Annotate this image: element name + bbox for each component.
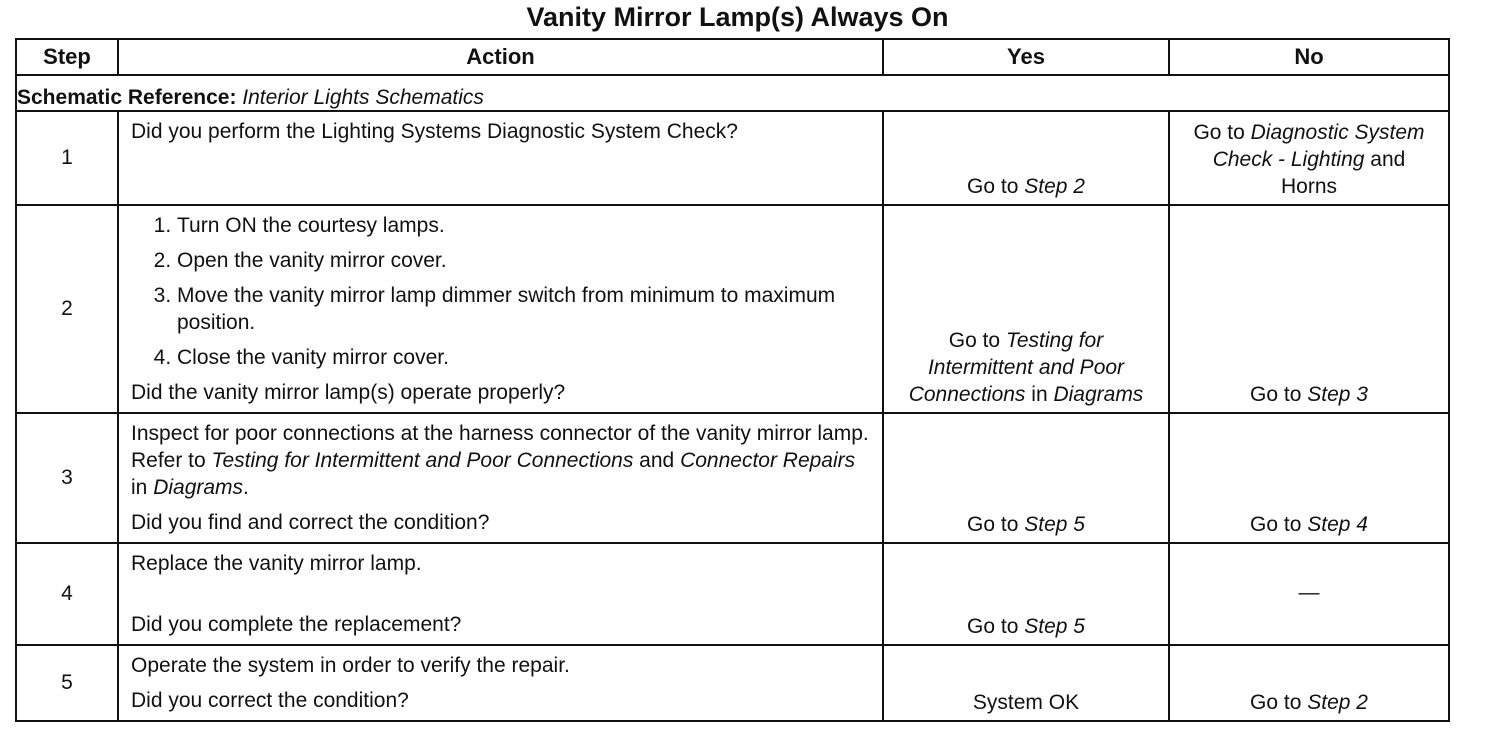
instruction-item: 2. Open the vanity mirror cover. bbox=[177, 247, 872, 274]
action-cell bbox=[118, 413, 883, 543]
no-prefix: Go to bbox=[1250, 513, 1308, 536]
yes-link[interactable]: Diagrams bbox=[1053, 383, 1144, 406]
instruction-item: 1. Turn ON the courtesy lamps. bbox=[177, 212, 872, 239]
no-suffix: and Horns bbox=[1280, 148, 1406, 198]
yes-cell bbox=[883, 111, 1169, 205]
action-column-header: Action bbox=[118, 39, 883, 75]
step-question: Did you complete the replacement? bbox=[131, 613, 462, 636]
no-column-header: No bbox=[1169, 39, 1449, 75]
yes-prefix: Go to bbox=[948, 329, 1006, 352]
step-instructions bbox=[151, 212, 872, 371]
yes-prefix: Go to bbox=[967, 513, 1025, 536]
no-prefix: Go to bbox=[1250, 383, 1308, 406]
no-prefix: Go to bbox=[1250, 691, 1308, 714]
yes-column-header: Yes bbox=[883, 39, 1169, 75]
action-cell bbox=[118, 205, 883, 413]
action-cell bbox=[118, 543, 883, 645]
instruction-item: 4. Close the vanity mirror cover. bbox=[177, 344, 872, 371]
desc-link[interactable]: Diagrams bbox=[153, 476, 244, 499]
schematic-label: Schematic Reference: bbox=[17, 86, 237, 109]
schematic-reference bbox=[16, 75, 1449, 111]
desc-link[interactable]: Connector Repairs bbox=[680, 449, 856, 472]
step-question: Did you correct the condition? bbox=[131, 689, 409, 712]
step-description: Operate the system in order to verify the repair. bbox=[131, 654, 570, 677]
no-dash: — bbox=[1298, 580, 1320, 604]
table-row bbox=[16, 111, 1449, 205]
table-row bbox=[16, 205, 1449, 413]
desc-text: in bbox=[131, 476, 154, 499]
step-description: Replace the vanity mirror lamp. bbox=[131, 552, 422, 575]
no-cell bbox=[1169, 413, 1449, 543]
no-link[interactable]: Step 3 bbox=[1307, 383, 1368, 406]
desc-text: and bbox=[633, 449, 681, 472]
yes-link[interactable]: Step 5 bbox=[1024, 513, 1085, 536]
yes-link[interactable]: Step 2 bbox=[1024, 175, 1085, 198]
schematic-reference-row bbox=[16, 75, 1449, 111]
step-question: Did the vanity mirror lamp(s) operate properly? bbox=[131, 381, 566, 404]
desc-text: . bbox=[243, 476, 249, 499]
yes-prefix: Go to bbox=[967, 615, 1025, 638]
table-row bbox=[16, 413, 1449, 543]
step-number: 5 bbox=[16, 645, 118, 721]
step-number: 1 bbox=[16, 111, 118, 205]
no-link[interactable]: Step 4 bbox=[1307, 513, 1368, 536]
header-row bbox=[16, 39, 1449, 75]
instruction-item: 3. Move the vanity mirror lamp dimmer switch from minimum to maximum position. bbox=[177, 282, 872, 336]
step-number: 2 bbox=[16, 205, 118, 413]
step-number: 4 bbox=[16, 543, 118, 645]
yes-link[interactable]: Step 5 bbox=[1024, 615, 1085, 638]
desc-text: Inspect for poor connections at the harness connector of the vanity mirror lamp. Refer to bbox=[131, 422, 869, 472]
table-row bbox=[16, 645, 1449, 721]
step-question: Did you find and correct the condition? bbox=[131, 511, 490, 534]
no-cell bbox=[1169, 543, 1449, 645]
yes-cell bbox=[883, 413, 1169, 543]
no-cell bbox=[1169, 205, 1449, 413]
yes-cell bbox=[883, 543, 1169, 645]
no-prefix: Go to bbox=[1193, 121, 1251, 144]
no-link[interactable]: Diagnostic System Check - Lighting bbox=[1212, 121, 1425, 171]
page-title: Vanity Mirror Lamp(s) Always On bbox=[526, 2, 949, 32]
action-cell bbox=[118, 645, 883, 721]
diagnostic-table bbox=[15, 38, 1450, 722]
yes-link[interactable]: Testing for Intermittent and Poor Connections bbox=[908, 329, 1125, 406]
step-number: 3 bbox=[16, 413, 118, 543]
step-description bbox=[131, 420, 872, 501]
yes-cell bbox=[883, 205, 1169, 413]
schematic-link[interactable]: Interior Lights Schematics bbox=[242, 86, 484, 109]
table-row bbox=[16, 543, 1449, 645]
no-cell bbox=[1169, 645, 1449, 721]
yes-mid: in bbox=[1025, 383, 1054, 406]
no-link[interactable]: Step 2 bbox=[1307, 691, 1368, 714]
yes-result: System OK bbox=[972, 691, 1080, 714]
yes-cell bbox=[883, 645, 1169, 721]
desc-link[interactable]: Testing for Intermittent and Poor Connections bbox=[211, 449, 634, 472]
yes-prefix: Go to bbox=[967, 175, 1025, 198]
no-cell bbox=[1169, 111, 1449, 205]
action-cell bbox=[118, 111, 883, 205]
step-column-header: Step bbox=[16, 39, 118, 75]
step-question: Did you perform the Lighting Systems Diagnostic System Check? bbox=[131, 120, 738, 143]
